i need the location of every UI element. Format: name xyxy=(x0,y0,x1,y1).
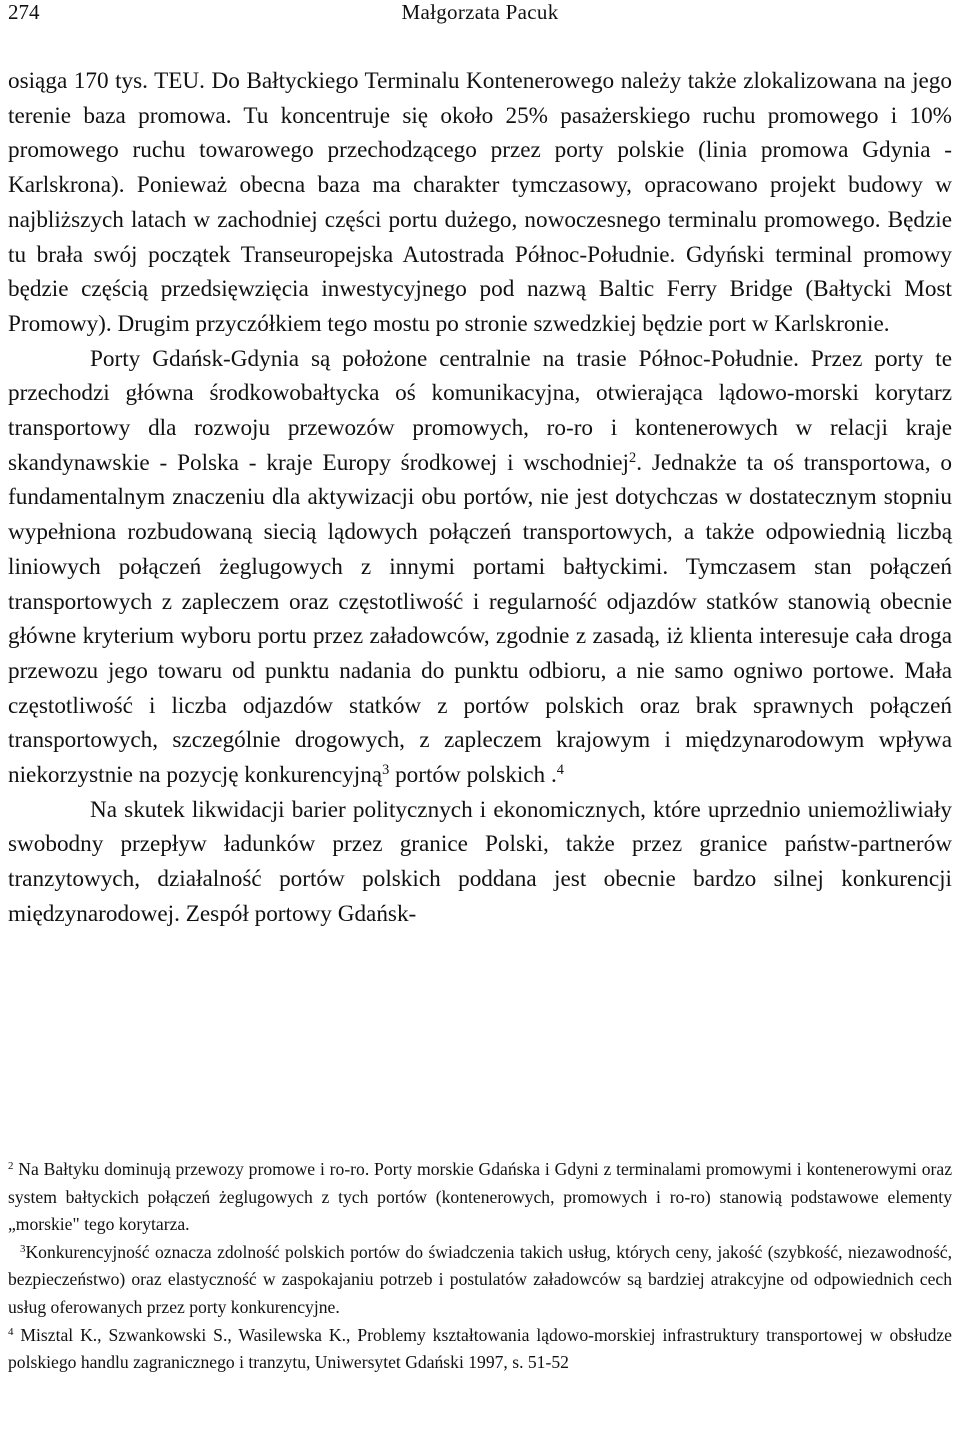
footnote-4-number: 4 xyxy=(8,1325,14,1338)
footnotes xyxy=(8,1156,952,1377)
footnote-ref-3: 3 xyxy=(382,762,390,779)
paragraph-2-text-c: portów polskich xyxy=(389,762,546,789)
page-header xyxy=(8,0,952,26)
paragraph-2-text-b: . Jednakże ta oś transportowa, o fundamentalnym znaczeniu dla aktywizacji obu portów, nie jest dotychczas w dostatecznym stopniu wypełniona rozbudowaną siecią lądowych połączeń transportowych, a także odpowiednią liczbą liniowych połączeń żeglugowych z innymi portami bałtyckimi. Tymczasem stan połączeń transportowych z zapleczem oraz częstotliwość i regularność odjazdów statków stanowią obecnie główne kryterium wyboru portu przez załadowców, zgodnie z zasadą, iż klienta interesuje cała droga przewozu jego towaru od punktu nadania do punktu odbioru, a nie samo ogniwo portowe. Mała częstotliwość i liczba odjazdów statków z portów polskich oraz brak sprawnych połączeń transportowych, szczególnie drogowych, z zapleczem krajowym i międzynarodowym wpływa niekorzystnie na pozycję konkurencyjną xyxy=(8,449,952,789)
footnote-ref-4: 4 xyxy=(556,762,564,779)
footnote-ref-2: 2 xyxy=(629,449,637,466)
running-head-author: Małgorzata Pacuk xyxy=(401,0,559,24)
paragraph-3-text: Na skutek likwidacji barier politycznych i ekonomicznych, które uprzednio uniemożliwiały swobodny przepływ ładunków przez granice Polski, także przez granice państw-partnerów tranzytowych, działalność portów polskich poddana jest obecnie bardzo silnej konkurencji międzynarodowej. Zespół portowy Gdańsk- xyxy=(8,796,952,927)
body-text xyxy=(8,64,952,932)
paragraph-1-text: osiąga 170 tys. TEU. Do Bałtyckiego Terminalu Kontenerowego należy także zlokalizowana na jego terenie baza promowa. Tu koncentruje się około 25% pasażerskiego ruchu promowego i 10% promowego ruchu towarowego przechodzącego przez porty polskie (linia promowa Gdynia - Karlskrona). Ponieważ obecna baza ma charakter tymczasowy, opracowano projekt budowy w najbliższych latach w zachodniej części portu dużego, nowoczesnego terminalu promowego. Będzie tu brała swój początek Transeuropejska Autostrada Północ-Południe. Gdyński terminal promowy będzie częścią przedsięwzięcia inwestycyjnego pod nazwą Baltic Ferry Bridge (Bałtycki Most Promowy). Drugim przyczółkiem tego mostu po stronie szwedzkiej będzie port w Karlskronie. xyxy=(8,68,952,337)
footnote-3-number: 3 xyxy=(20,1242,26,1255)
paragraph-3 xyxy=(8,793,952,932)
paragraph-2-text-d: . xyxy=(545,762,557,789)
footnote-2-text: Na Bałtyku dominują przewozy promowe i ro-ro. Porty morskie Gdańska i Gdyni z terminalami promowymi i kontenerowymi oraz system bałtyckich połączeń żeglugowych z tych portów (kontenerowych, promowych i ro-ro) stanowią podstawowe elementy „morskie" tego korytarza. xyxy=(8,1159,952,1235)
paragraph-1 xyxy=(8,64,952,342)
footnote-3-text: Konkurencyjność oznacza zdolność polskich portów do świadczenia takich usług, których ceny, jakość (szybkość, niezawodność, bezpieczeństwo) oraz elastyczność w zaspokajaniu potrzeb i postulatów załadowców są bardziej atrakcyjne od odpowiednich cech usług oferowanych przez porty konkurencyjne. xyxy=(8,1241,952,1317)
footnote-4 xyxy=(8,1322,952,1377)
page-number: 274 xyxy=(8,0,40,24)
footnote-2-number: 2 xyxy=(8,1160,14,1172)
paragraph-2 xyxy=(8,342,952,793)
footnote-4-text: Misztal K., Szwankowski S., Wasilewska K., Problemy kształtowania lądowo-morskiej infrastruktury transportowej w obsłudze polskiego handlu zagranicznego i tranzytu, Uniwersytet Gdański 1997, s. 51-52 xyxy=(8,1324,952,1373)
footnote-2 xyxy=(8,1156,952,1239)
footnote-3 xyxy=(8,1239,952,1322)
paragraph-2-text-a: Porty Gdańsk-Gdynia są położone centralnie na trasie Północ-Południe. Przez porty te przechodzi główna środkowobałtycka oś komunikacyjna, otwierająca lądowo-morski korytarz transportowy dla rozwoju przewozów promowych, ro-ro i kontenerowych w relacji kraje skandynawskie - Polska - kraje Europy środkowej i wschodniej xyxy=(8,345,952,476)
